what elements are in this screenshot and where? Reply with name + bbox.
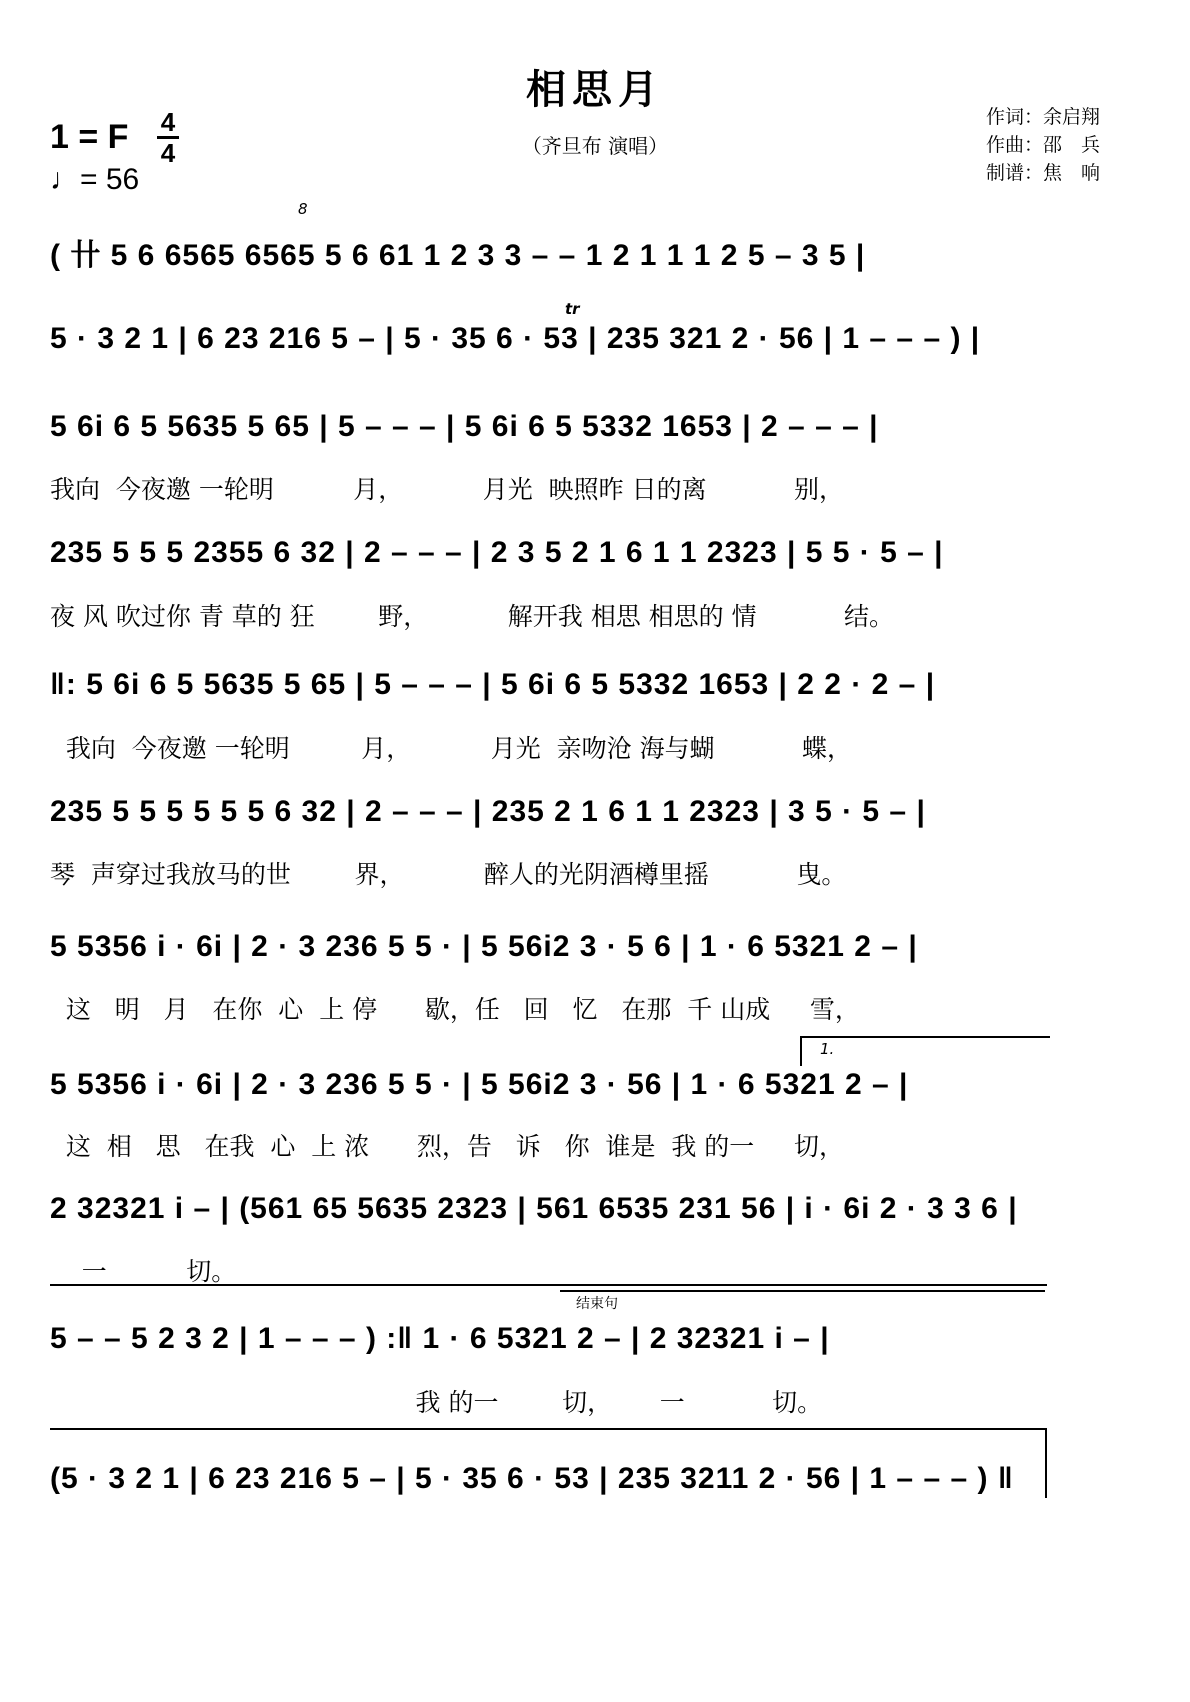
score-row-11-notes: (5 · 3 2 1 | 6 23 216 5 – | 5 · 35 6 · 53 | 235 3211 2 · 56 | 1 – – – ) ‖ — [50, 1462, 1014, 1495]
score-row-5 — [50, 668, 1145, 728]
score-row-2 — [50, 322, 1145, 382]
lyric-row-5: 我向 今夜邀 一轮明 月， 月光 亲吻沧 海与蝴 蝶， — [50, 734, 852, 763]
score-row-2-notes: 5 · 3 2 1 | 6 23 216 5 – | 5 · 35 6 · 53 | 235 321 2 · 56 | 1 – – – ) | — [50, 322, 981, 355]
volta-1-label: 1. — [820, 1040, 835, 1058]
song-title: 相思月 — [526, 66, 664, 113]
section-rule-bottom — [50, 1428, 1047, 1430]
composer-credit: 作曲：邵 兵 — [986, 134, 1101, 156]
meter-bottom: 4 — [160, 138, 176, 168]
lyricist-credit: 作词：余启翔 — [986, 106, 1101, 128]
score-row-8-notes: 5 5356 i · 6i | 2 · 3 236 5 5 · | 5 56i2 3 · 56 | 1 · 6 5321 2 – | — [50, 1068, 909, 1101]
coda-bracket — [560, 1290, 1045, 1292]
time-signature — [157, 107, 179, 168]
volta-1-bracket — [800, 1036, 1050, 1038]
credits-block — [986, 103, 1100, 187]
score-row-7-notes: 5 5356 i · 6i | 2 · 3 236 5 5 · | 5 56i2 3 · 5 6 | 1 · 6 5321 2 – | — [50, 930, 918, 963]
lyric-row-6: 琴 声穿过我放马的世 界， 醉人的光阴酒樽里摇 曳。 — [50, 860, 847, 889]
volta-1-bracket-left — [800, 1036, 802, 1066]
score-row-11 — [50, 1462, 1145, 1522]
score-row-4-notes: 235 5 5 5 2355 6 32 | 2 – – – | 2 3 5 2 1 6 1 1 2323 | 5 5 · 5 – | — [50, 536, 944, 569]
performer-subtitle: （齐旦布 演唱） — [521, 134, 669, 158]
score-row-1-notes: ( 卄 5 6 6565 6565 5 6 61 1 2 3 3 – – 1 2 1 1 1 2 5 – 3 5 | — [50, 239, 866, 272]
tempo-marking: ♩= 56 — [50, 163, 140, 196]
score-row-6-notes: 235 5 5 5 5 5 5 6 32 | 2 – – – | 235 2 1 6 1 1 2323 | 3 5 · 5 – | — [50, 795, 926, 828]
score-row-9 — [50, 1192, 1145, 1252]
lyric-row-7: 这 明 月 在你 心 上 停 歇，任 回 忆 在那 千 山成 雪， — [50, 995, 860, 1024]
score-row-8 — [50, 1068, 1145, 1128]
lyric-row-4: 夜 风 吹过你 青 草的 狂 野， 解开我 相思 相思的 情 结。 — [50, 602, 895, 631]
key-signature: 1 = F — [50, 118, 129, 156]
lyric-row-3: 我向 今夜邀 一轮明 月， 月光 映照昨 日的离 别， — [50, 475, 845, 504]
score-row-6 — [50, 795, 1145, 855]
score-row-10-notes: 5 – – 5 2 3 2 | 1 – – – ) :‖ 1 · 6 5321 2 – | 2 32321 i – | — [50, 1322, 830, 1355]
lyric-row-8: 这 相 思 在我 心 上 浓 烈，告 诉 你 谁是 我 的一 切， — [50, 1132, 845, 1161]
score-row-10 — [50, 1322, 1145, 1382]
arranger-credit: 制谱：焦 响 — [986, 162, 1101, 184]
score-row-1 — [50, 230, 1145, 290]
lyric-row-10: 我 的一 切， 一 切。 — [50, 1388, 823, 1417]
score-row-7 — [50, 930, 1145, 990]
lyric-row-9: 一 切。 — [50, 1257, 237, 1286]
coda-label: 结束句 — [576, 1296, 618, 1312]
score-row-3-notes: 5 6i 6 5 5635 5 65 | 5 – – – | 5 6i 6 5 5332 1653 | 2 – – – | — [50, 410, 879, 443]
score-row-4 — [50, 536, 1145, 596]
trill-mark: tr — [565, 300, 580, 318]
meter-top: 4 — [160, 107, 176, 137]
score-row-9-notes: 2 32321 i – | (561 65 5635 2323 | 561 6535 231 56 | i · 6i 2 · 3 3 6 | — [50, 1192, 1018, 1225]
score-row-3 — [50, 410, 1145, 470]
octave-slur-mark: 8 — [298, 200, 308, 218]
score-row-5-notes: ‖: 5 6i 6 5 5635 5 65 | 5 – – – | 5 6i 6 5 5332 1653 | 2 2 · 2 – | — [50, 668, 936, 701]
